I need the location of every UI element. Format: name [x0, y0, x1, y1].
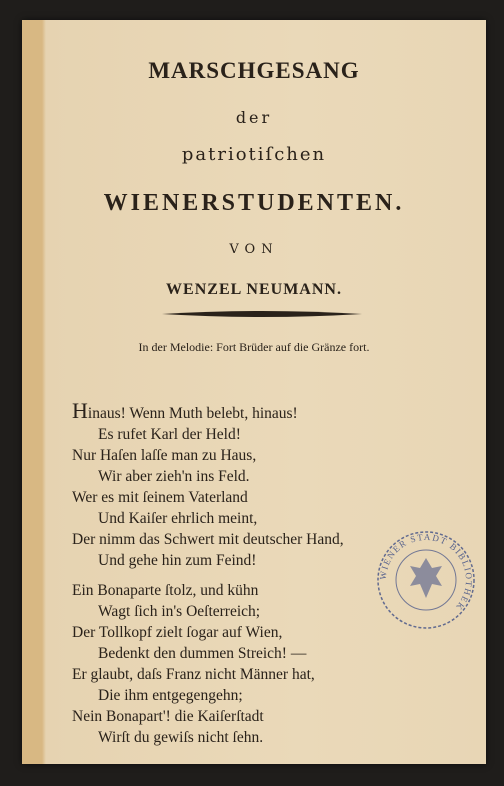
library-stamp: [374, 528, 478, 632]
subtitle-der: der: [235, 108, 273, 127]
verse-line: Hinaus! Wenn Muth belebt, hinaus!: [72, 398, 298, 423]
verse-line: Und gehe hin zum Feind!: [98, 552, 257, 569]
author-name: WENZEL NEUMANN.: [166, 281, 342, 298]
page-title: MARSCHGESANG: [148, 58, 360, 83]
verse-line: Wir aber zieh'n ins Feld.: [98, 468, 250, 485]
byline-von: VON: [229, 242, 279, 257]
verse-line: Wagt ſich in's Oeſterreich;: [98, 603, 261, 620]
decorative-rule: [162, 310, 362, 318]
subtitle-main: WIENERSTUDENTEN.: [103, 190, 405, 216]
verse-line: Die ihm entgegengehn;: [98, 687, 243, 704]
verse-line: Ein Bonaparte ſtolz, und kühn: [72, 582, 259, 599]
stanza-1: [72, 400, 344, 571]
verse-line: Nein Bonapart'! die Kaiſerſtadt: [72, 708, 264, 725]
stanza-2: [72, 580, 315, 748]
verse-line: Und Kaiſer ehrlich meint,: [98, 510, 258, 527]
verse-line: Er glaubt, daſs Franz nicht Männer hat,: [72, 666, 315, 683]
verse-line: Bedenkt den dummen Streich! —: [98, 645, 307, 662]
verse-line: Wirſt du gewiſs nicht ſehn.: [98, 729, 264, 746]
verse-line: Nur Haſen laſſe man zu Haus,: [72, 447, 257, 464]
stamp-text: WIENER STADT BIBLIOTHEK: [377, 531, 475, 613]
verse-line: Der nimm das Schwert mit deutscher Hand,: [72, 531, 344, 548]
drop-cap: H: [72, 398, 88, 423]
verse-line: Der Tollkopf zielt ſogar auf Wien,: [72, 624, 283, 641]
verse-line: Wer es mit ſeinem Vaterland: [72, 489, 248, 506]
subtitle-patriotischen: patriotiſchen: [181, 144, 327, 165]
verse-line: Es rufet Karl der Held!: [98, 426, 241, 443]
document-page: [22, 20, 486, 764]
melody-note: In der Melodie: Fort Brüder auf die Gränze fort.: [138, 340, 370, 354]
